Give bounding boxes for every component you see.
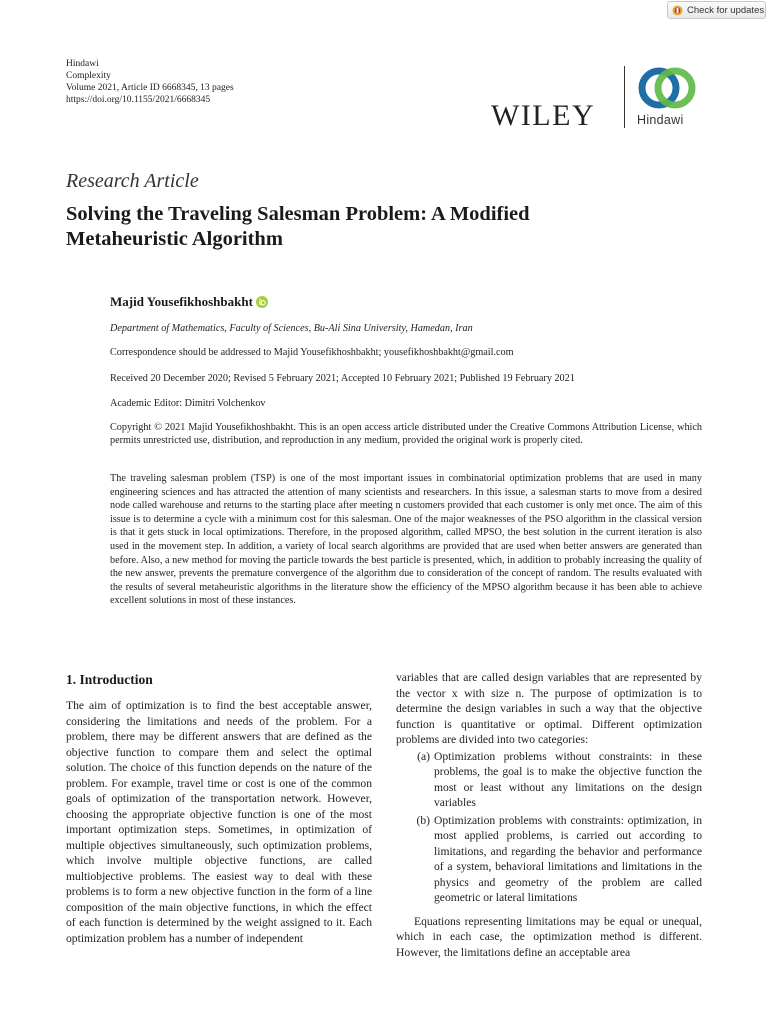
hindawi-logo-text: Hindawi [637,113,684,127]
article-title: Solving the Traveling Salesman Problem: A Modified Metaheuristic Algorithm [66,203,530,250]
check-for-updates-icon [672,5,683,16]
journal-name: Complexity [66,71,111,81]
body-paragraph: variables that are called design variables that are represented by the vector x with size n. The purpose of optimization is to determine the design variables in such a way that the objective function is quantitative or optimal. Different optimization problems are divided into two categories: [396,671,702,746]
hindawi-logo-icon [636,64,698,112]
check-for-updates-label: Check for updates [687,4,765,16]
article-type: Research Article [66,170,199,192]
logo-divider [624,66,625,128]
body-column-left [66,698,372,946]
abstract: The traveling salesman problem (TSP) is one of the most important issues in combinatorial optimization problems that are used in many engineering sciences and has attracted the attention of many scientists and researchers. In this issue, a salesman starts to move from a desired node called warehouse and returns to the starting place after meeting n customers provided that each customer is only met once. The aim of this issue is to determine a cycle with a minimum cost for this salesman. One of the major weaknesses of the PSO algorithm in the classical version is that it gets stuck in local optimizations. Therefore, in the proposed algorithm, called MPSO, the best solution in the current iteration is also used in the movement step. In addition, a variety of local search algorithms are provided that are used when better answers are generated than before. Also, a new method for moving the particle towards the best particle is presented, which, in addition to probably increasing the quality of the new answer, prevents the premature convergence of the algorithm due to consideration of the concept of random. The results evaluated with the results of several metaheuristic algorithms in the literature show the efficiency of the MPSO algorithm because it has been able to achieve excellent solutions in most of these instances. [110,473,702,607]
author-name: Majid Yousefikhoshbakht [110,294,253,309]
list-item-text: Optimization problems with constraints: optimization, in most applied problems, is carried out according to limitations, and regarding the behavior and performance of a system, behavioral limitations and limitations in the physics and geometry of the problem are called geometric or lateral limitations [434,813,702,904]
publisher-name: Hindawi [66,59,99,69]
body-paragraph: Equations representing limitations may be equal or unequal, which in each case, the optimization method is different. However, the limitations define an acceptable area [396,914,702,959]
list-item-label: (a) [417,749,430,763]
orcid-icon[interactable] [256,296,268,308]
wiley-logo: WILEY [491,99,596,132]
list-item [396,749,702,811]
correspondence: Correspondence should be addressed to Majid Yousefikhoshbakht; yousefikhoshbakht@gmail.com [110,347,514,358]
academic-editor: Academic Editor: Dimitri Volchenkov [110,398,266,409]
publication-dates: Received 20 December 2020; Revised 5 February 2021; Accepted 10 February 2021; Published 19 February 2021 [110,373,575,384]
copyright-notice: Copyright © 2021 Majid Yousefikhoshbakht. This is an open access article distributed under the Creative Commons Attribution License, which permits unrestricted use, distribution, and reproduction in any medium, provided the original work is properly cited. [110,422,702,447]
author-affiliation: Department of Mathematics, Faculty of Sciences, Bu-Ali Sina University, Hamedan, Iran [110,323,473,334]
list-item [396,813,702,906]
list-item-text: Optimization problems without constraints: in these problems, the goal is to make the objective function the most or least without any limitations on the design variables [434,749,702,809]
volume-line: Volume 2021, Article ID 6668345, 13 pages [66,83,234,93]
doi-link[interactable]: https://doi.org/10.1155/2021/6668345 [66,95,211,105]
body-column-right [396,670,702,960]
body-paragraph: The aim of optimization is to find the best acceptable answer, considering the limitations and needs of the problem. For a problem, there may be different answers that are defined as the objective function to compare them and select the optimal solution. The choice of this function depends on the nature of the problem. For example, travel time or cost is one of the common goals of optimization of the transportation network. However, choosing the appropriate objective function is one of the most important optimization steps. Sometimes, in optimization of multiple objectives simultaneously, such optimization problems, which involve multiple objective functions, are called multiobjective problems. The easiest way to deal with these problems is to form a new objective function in the form of a line composition of the main objective functions, in which the effect of each function is determined by the weight assigned to it. Each optimization problem has a number of independent [66,699,372,945]
author-line [110,294,268,310]
journal-info [66,58,234,106]
list-item-label: (b) [416,813,430,827]
check-for-updates-badge[interactable] [667,1,766,19]
section-heading: 1. Introduction [66,672,153,687]
